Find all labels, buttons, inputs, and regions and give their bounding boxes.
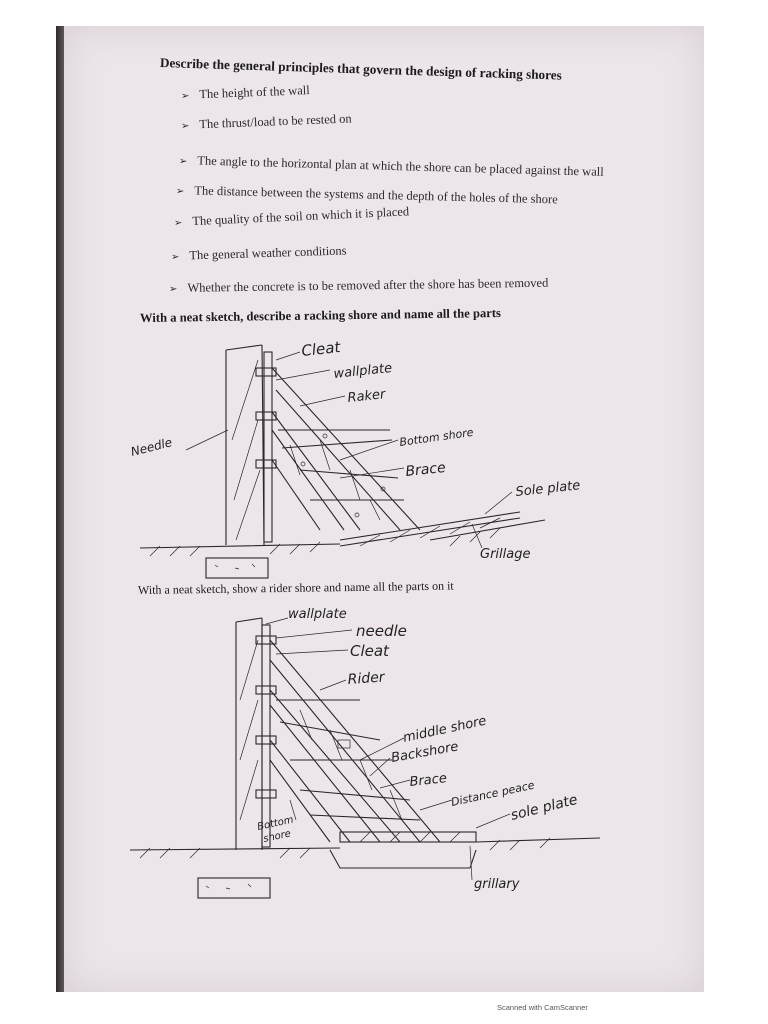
scanner-footer: Scanned with CamScanner — [497, 1003, 588, 1012]
question-2-heading: With a neat sketch, describe a racking shore and name all the parts — [139, 305, 501, 325]
label-brace-2: Brace — [408, 771, 448, 790]
label-raker: Raker — [346, 387, 387, 406]
label-bottom-shore: Bottom shore — [398, 425, 475, 449]
label-sole-plate: Sole plate — [514, 478, 581, 500]
list-item: ➢ The height of the wall — [180, 83, 310, 102]
label-wallplate-2: wallplate — [288, 607, 347, 622]
label-backshore: Backshore — [390, 739, 460, 766]
label-wallplate: wallplate — [332, 360, 393, 382]
bullet-arrow-icon: ➢ — [180, 120, 190, 132]
list-item: ➢ The quality of the soil on which it is placed — [173, 204, 410, 229]
label-bottom-shore-line1: Bottom — [256, 814, 295, 833]
sole-plate-drawing-2 — [340, 832, 476, 842]
question-3-heading: With a neat sketch, show a rider shore and name all the parts on it — [137, 578, 454, 597]
label-grillage-2: grillary — [474, 877, 520, 892]
label-cleat: Cleat — [300, 338, 342, 360]
bullet-arrow-icon: ➢ — [168, 283, 178, 295]
label-cleat-2: Cleat — [350, 642, 389, 660]
label-middle-shore: middle shore — [401, 713, 488, 746]
bullet-arrow-icon: ➢ — [180, 90, 190, 102]
question-1-heading: Describe the general principles that govern the design of racking shores — [159, 55, 563, 83]
label-needle: Needle — [129, 435, 174, 459]
list-item: ➢ The thrust/load to be rested on — [180, 111, 352, 132]
wall-drawing-2 — [236, 618, 270, 850]
bullet-arrow-icon: ➢ — [170, 251, 180, 263]
label-brace: Brace — [404, 459, 447, 480]
list-item: ➢ Whether the concrete is to be removed after the shore has been removed — [168, 275, 549, 295]
label-rider: Rider — [347, 669, 386, 688]
label-sole-plate-2: sole plate — [509, 791, 580, 824]
cleats-drawing-2 — [256, 636, 276, 798]
bullet-arrow-icon: ➢ — [178, 156, 188, 168]
label-needle-2: needle — [356, 622, 407, 640]
label-bottom-shore-line2: shore — [262, 828, 292, 845]
list-item: ➢ The general weather conditions — [170, 243, 347, 263]
label-grillage: Grillage — [480, 547, 531, 562]
label-distance-piece: Distance peace — [449, 778, 536, 809]
bullet-arrow-icon: ➢ — [173, 217, 183, 229]
bullet-arrow-icon: ➢ — [175, 186, 185, 198]
list-item: ➢ The angle to the horizontal plan at which the shore can be placed against the wall — [178, 153, 604, 179]
list-item: ➢ The distance between the systems and the depth of the holes of the shore — [175, 183, 558, 207]
